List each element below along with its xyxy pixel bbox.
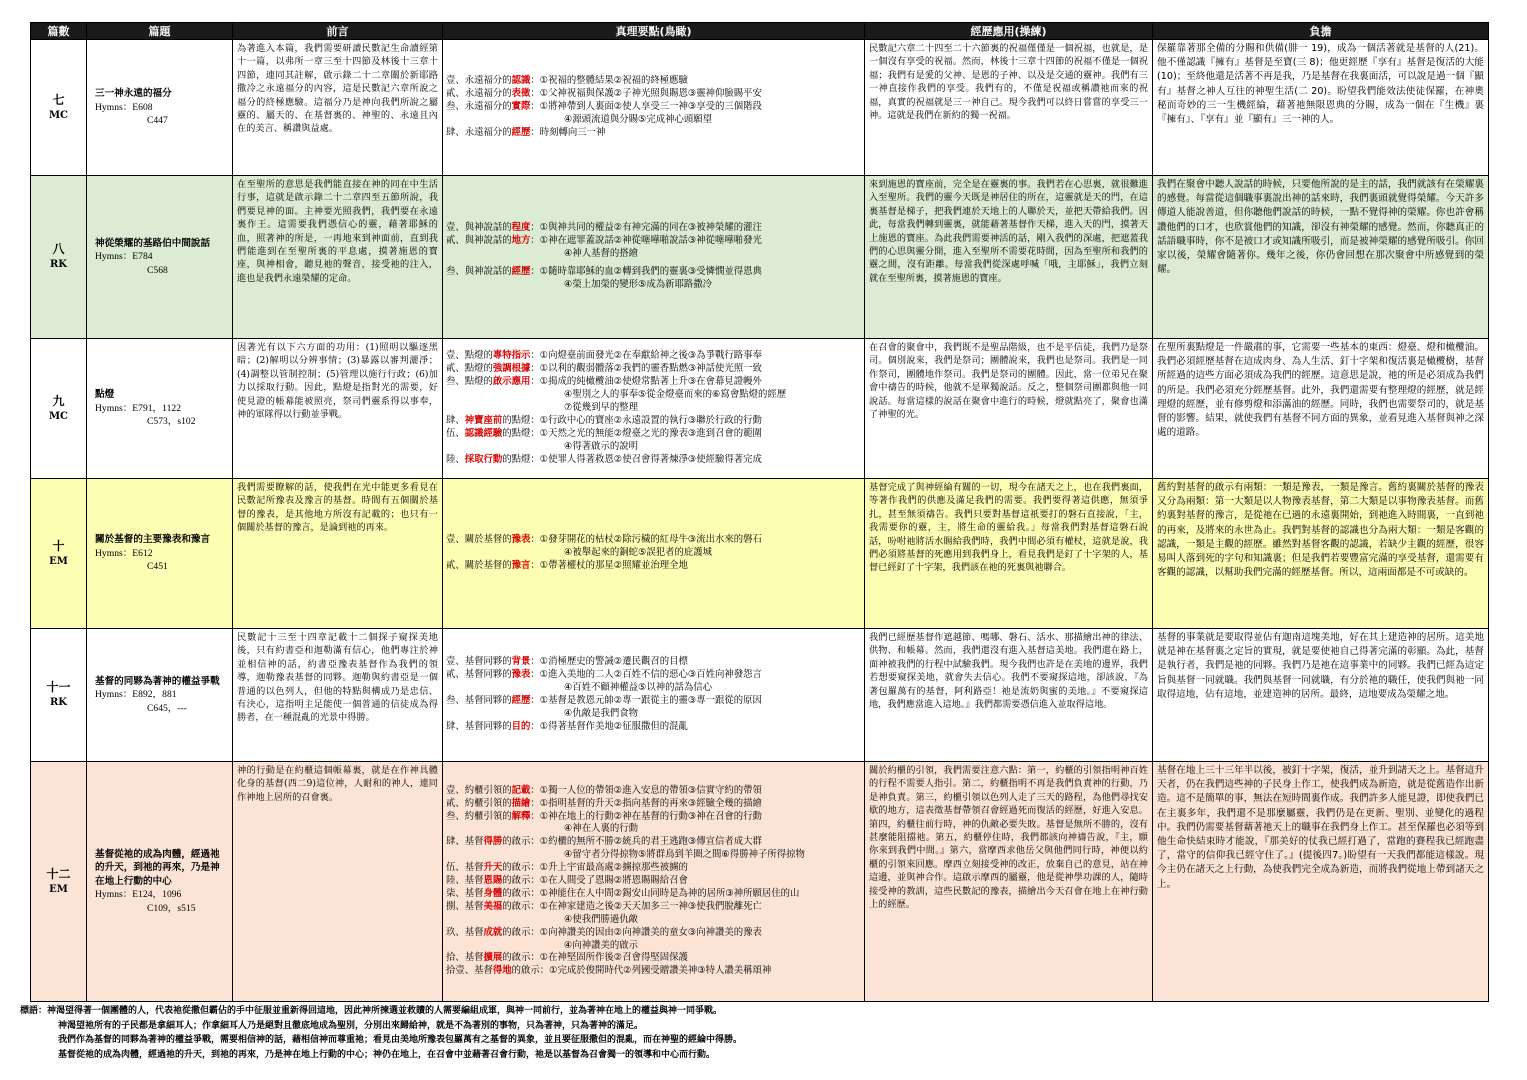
chapter-title-cell — [87, 479, 233, 629]
preface-cell: 民數記十三至十四章記載十二個探子窺探美地後，只有約書亞和迦勒滿有信心，他們專注於神並相信神的話，約書亞豫表基督作為我們的領導，迦勒豫表基督的同夥。迦勒與約書亞是一個普通的以色列人，但他的特點與構成乃是忠信、有決心，這指明主足能使一個普通的信徒成為得勝者，在一種混亂的光景中得勝。 — [233, 629, 443, 762]
outline-row — [31, 762, 1489, 1002]
truth-point-prefix: 貳、基督同夥的 — [446, 669, 512, 681]
truth-point-keyword: 記載 — [511, 784, 531, 796]
truth-point-prefix: 肆、 — [446, 414, 465, 426]
truth-point — [446, 235, 861, 248]
chapter-title: 基督從祂的成為肉體，經過祂的升天，到祂的再來，乃是神在地上行動的中心 — [95, 848, 220, 887]
truth-point-text: 的啟示：①向神讚美的因由②向神讚美的童女③向神讚美的豫表 — [502, 926, 762, 938]
truth-points-cell — [443, 479, 865, 629]
truth-point-keyword: 強調根據 — [492, 363, 531, 375]
header-burden: 負擔 — [1153, 23, 1489, 40]
truth-point — [446, 560, 861, 573]
truth-point-keyword: 美福 — [483, 900, 503, 912]
truth-point-keyword: 身體 — [483, 887, 503, 899]
chapter-title-cell — [87, 176, 233, 339]
hymn-chinese: C451 — [147, 561, 168, 573]
experience-cell: 民數記六章二十四至二十六節裏的祝福僅僅是一個祝福，也就是，是一個沒有享受的祝福。然而，林後十三章十四節的祝福不僅是一個祝福；我們有是愛的父神、是恩的子神、以及是交通的靈神。我們有三一神直接作我們的享受。我們有的，不僅是祝福或稱讚祂而來的祝福，真實的祝福就是三一神自己。現今我們可以終日嘗嘗的享受三一神。這就是我們在新約的獨一祝福。 — [865, 40, 1153, 176]
truth-point-keyword: 實際 — [511, 101, 531, 113]
hymn-english: Hymns：E784 — [95, 251, 153, 263]
truth-point — [446, 656, 861, 669]
hymn-english: Hymns：E124，1096 — [95, 889, 182, 901]
truth-point — [446, 428, 861, 441]
truth-point — [446, 376, 861, 389]
truth-point-keyword: 地方 — [511, 234, 531, 246]
truth-point-continuation: ④神人基督的搭繪 — [564, 247, 639, 259]
truth-point — [446, 415, 861, 428]
truth-point-prefix: 叁、點燈的 — [446, 376, 493, 388]
chapter-code: MC — [48, 410, 69, 422]
truth-point — [446, 75, 861, 88]
truth-point-keyword: 解釋 — [511, 810, 531, 822]
truth-point-continuation: ④榮上加榮的變形⑤成為新耶路撒冷 — [564, 279, 713, 291]
truth-point-keyword: 升天 — [483, 862, 503, 874]
truth-point-text: ：①進入美地的二人②百姓不信的惡心③百姓向神發怨言 — [530, 669, 762, 681]
truth-point-keyword: 恩賜 — [483, 875, 503, 887]
truth-point — [446, 363, 861, 376]
truth-points-cell — [443, 629, 865, 762]
footer-line: 神渴望祂所有的子民都是拿細耳人；作拿細耳人乃是絕對且徹底地成為聖別，分別出來歸給神，就是不為著別的事物，只為著神，只為著神的滿足。 — [58, 1020, 644, 1031]
truth-point — [446, 127, 861, 140]
truth-point-prefix: 壹、永遠福分的 — [446, 75, 512, 87]
truth-point-continuation: ④源頭流道與分賜⑤完成神心頭願望 — [564, 113, 713, 125]
truth-point — [446, 811, 861, 824]
truth-point-keyword: 描繪 — [511, 797, 531, 809]
truth-point-text: ：①將神帶到人裏面②使人享受三一神③享受的三個階段 — [530, 101, 762, 113]
header-preface: 前言 — [233, 23, 443, 40]
truth-point — [446, 669, 861, 682]
truth-point-text: 的點燈：①行政中心的寶座②永遠設置的執行③聯於行政的行動 — [502, 414, 762, 426]
preface-cell: 我們需要瞭解的話，使我們在光中能更多看見在民數記所豫表及豫言的基督。時間有五個關於基督的豫表，是其他地方所沒有記載的；也只有一個關於基督的豫言，是論到祂的再來。 — [233, 479, 443, 629]
truth-point-keyword: 得勝 — [483, 836, 503, 848]
chapter-title-cell — [87, 762, 233, 1002]
truth-point — [446, 952, 861, 965]
chapter-number: 九 — [52, 393, 65, 408]
hymn-chinese: C645，--- — [147, 702, 187, 714]
truth-point — [446, 901, 861, 914]
truth-point-prefix: 柒、基督 — [446, 887, 484, 899]
hymn-chinese: C573，s102 — [147, 416, 196, 428]
truth-point-text: ：①神在地上的行動②神在基督的行動③神在召會的行動 — [530, 810, 762, 822]
truth-point-text: ：①揭成的純橄欖油②使燈常點著上升③在會幕見證幔外 — [530, 376, 762, 388]
truth-point — [446, 875, 861, 888]
burden-cell: 基督的事業就是要取得並佔有迦南這塊美地，好在其上建造神的居所。這美地就是神在基督裏之定旨的實現，就是要使祂自己得著完滿的彰顯。為此，基督是執行者，我們是祂的同夥。我們乃是祂在這事業中的同夥。我們已經為這定旨與基督一同就職。我們與基督一同就職，有分於祂的職任，使我們與祂一同取得這地，佔有這地，並建造神的居所。最終，這地要成為榮耀之地。 — [1153, 629, 1489, 762]
truth-point-prefix: 肆、基督 — [446, 836, 484, 848]
chapter-number: 八 — [52, 242, 65, 256]
chapter-number: 十 — [52, 538, 65, 553]
truth-point-text: ：①指明基督的升天②指向基督的再來③經驗全幾的描繪 — [530, 797, 762, 809]
truth-points-cell — [443, 339, 865, 479]
truth-point-prefix: 捌、基督 — [446, 900, 484, 912]
header-title: 篇題 — [87, 23, 233, 40]
truth-point — [446, 965, 861, 978]
truth-point-text: ：①向燈臺前面發光②在奉獻給神之後③為爭戰行路事奉 — [530, 350, 762, 362]
burden-cell: 我們在聚會中聽人說話的時候，只要他所說的是主的話，我們就該有在榮耀裏的感覺。每當從這個職事裏說出神的話來時，我們裏頭就覺得榮耀。今天許多傳道人能說善道，但你聽他們說話的時候，一點不覺得神的榮耀。你也許會稱讚他們的口才，也欣賞他們的知識，卻沒有神榮耀的感覺。然而，你聽真正的話語職事時，你不是被口才或知識所吸引，而是被神榮耀的感覺所吸引。你回家以後，榮耀會隨著你。幾年之後，你仍會回想在那次聚會中所感覺到的榮耀。 — [1153, 176, 1489, 339]
truth-point-prefix: 伍、 — [446, 427, 465, 439]
outline-table — [30, 22, 1489, 1002]
chapter-code: EM — [49, 555, 68, 567]
outline-row — [31, 40, 1489, 176]
truth-points-cell — [443, 176, 865, 339]
chapter-code: EM — [49, 883, 68, 895]
preface-cell: 因著光有以下六方面的功用：(1)照明以驅逐黑暗；(2)解明以分辨事情；(3)暴露以審判灑淨；(4)調整以管制控制；(5)管理以施行行政；(6)加力以採取行動。因此，點燈是指對光的需要，好使見證的帳幕能被照亮，祭司們靈系得以事奉，神的軍隊得以行動並爭戰。 — [233, 339, 443, 479]
header-number: 篇數 — [31, 23, 87, 40]
truth-point-continuation: ④聖別之人的事奉⑤從金燈臺而來的⑥寫會點燈的經歷 — [564, 389, 787, 401]
chapter-code: RK — [49, 259, 67, 270]
hymn-english: Hymns：E791，1122 — [95, 402, 181, 414]
truth-point-keyword: 經歷 — [511, 266, 531, 278]
experience-cell: 關於約櫃的引領，我們需要注意六點：第一，約櫃的引領指明神百姓的行程不需要人指引。第二，約櫃指明不再是我們負責神的行動，乃是神負責。第三，約櫃引領以色列人走了三天的路程，為他們尋找安歇的地方，這表徵基督帶領召會經過死而復活的經歷，好進入安息。第四，約櫃往前行時，神的仇敵必要失敗。基督是無所不勝的，沒有甚麼能阻擋祂。第五，約櫃停住時，我們都該向神禱告說，『主，願你來到我們中間。』第六，當摩西求他岳父與他們同行時，神便以約櫃的引領來回應。摩西立刻接受神的改正，放棄自己的意見，站在神這邊，並與神合作。這啟示摩西的屬靈，他是從神學功課的人，隨時接受神的教訓，這些民數記的豫表，描繪出今天召會在地上在神行動上的經歷。 — [865, 762, 1153, 1002]
truth-point — [446, 862, 861, 875]
truth-point-text: 的點燈：①使罪人得著救恩②使召會得著煉淨③使經驗得著完成 — [502, 453, 762, 465]
truth-point-prefix: 壹、點燈的 — [446, 350, 493, 362]
truth-point-text: ：①父神祝福與保護②子神光照與賜恩③靈神仰臉賜平安 — [530, 88, 762, 100]
truth-point-prefix: 叁、永遠福分的 — [446, 101, 512, 113]
truth-point-continuation: ④神在人裏的行動 — [564, 823, 639, 835]
chapter-title: 點燈 — [95, 389, 115, 401]
outline-row — [31, 176, 1489, 339]
truth-point — [446, 88, 861, 101]
truth-point-text: ：時刻轉向三一神 — [530, 126, 606, 138]
chapter-number: 十一 — [46, 680, 71, 694]
truth-point — [446, 222, 861, 235]
truth-point-text: 的啟示：①升上宇宙最高處②擄掠那些被擄的 — [502, 862, 688, 874]
truth-point-text: ：①祝福的整體結果②祝福的終極應驗 — [530, 75, 688, 87]
truth-point-keyword: 認識經驗 — [464, 427, 503, 439]
footer-line: 基督從祂的成為肉體，經過祂的升天，到祂的再來，乃是神在地上行動的中心；神仍在地上，在召會中並藉著召會行動，祂是以基督為召會獨一的領導和中心而行動。 — [58, 1049, 716, 1060]
footer-line: 我們作為基督的同夥為著神的權益爭戰，需要相信神的話，藉相信神而尊重祂；看見由美地所豫表包羅萬有之基督的異象，並且要征服撒但的混亂，而在神聖的經綸中得勝。 — [58, 1035, 743, 1045]
truth-point — [446, 721, 861, 734]
truth-point — [446, 695, 861, 708]
truth-point-prefix: 拾、基督 — [446, 952, 484, 964]
truth-point-prefix: 貳、關於基督的 — [446, 559, 512, 571]
truth-point-continuation: ④百姓不顧神權益⑤以神的話為信心 — [564, 682, 713, 694]
truth-point — [446, 266, 861, 279]
truth-point-keyword: 豫表 — [511, 534, 531, 546]
chapter-title: 三一神永遠的福分 — [95, 88, 172, 100]
footer-slogans — [20, 1004, 1510, 1062]
truth-point-text: 的啟示：①在神堅固所作後②召會得堅固保護 — [502, 952, 688, 964]
hymn-chinese: C447 — [147, 115, 168, 127]
truth-point-keyword: 擴展 — [483, 952, 503, 964]
hymn-english: Hymns：E892，881 — [95, 689, 177, 701]
truth-point — [446, 785, 861, 798]
chapter-number-cell — [31, 40, 87, 176]
truth-point-prefix: 玖、基督 — [446, 926, 484, 938]
truth-point-keyword: 背景 — [511, 656, 531, 668]
chapter-number-cell — [31, 479, 87, 629]
burden-cell: 基督在地上三十三年半以後，被釘十字架，復活，並升到諸天之上。基督這升天者，仍在我們這些神的子民身上作工，使我們成為新造，就是從舊造作出新造。這不是簡單的事，無法在短時間裏作成。我們許多人能見證，即使我們已在主裏多年，我們還不是那麼屬靈，我們仍是在更新、聖別、並變化的過程中。我們仍需要基督藉著祂天上的職事在我們身上作工。甚至保羅也必須等到他生命快結束時才能說，『那美好的仗我已經打過了，當跑的賽程我已經跑盡了，當守的信仰我已經守住了。』(提後四7。)盼望有一天我們都能這樣說。現今主仍在諸天之上行動，為使我們完全成為新造，而將我們從地上帶到諸天之上。 — [1153, 762, 1489, 1002]
truth-point-keyword: 神寶座前 — [464, 414, 503, 426]
experience-cell: 我們已經歷基督作遮越節、嗎哪、磐石、活水、那描繪出神的律法、供物、和帳幕。然而，我們還沒有進入基督這美地。我們還在路上，面神被我們的行程中試驗我們。現今我們也許是在美地的邊界，我們若想要窺探美地，就會失去信心。我們不要窺探這地，卻該說，『為著包羅萬有的基督，阿利路亞！祂是流奶與蜜的美地。』不要窺探這地，我們應當進入這地。』我們都需要憑信進入並取得這地。 — [865, 629, 1153, 762]
truth-point-text: 的啟示：①完成於俊開時代②列國受贈讚美神③特人讚美稱頌神 — [511, 965, 772, 977]
truth-point-keyword: 表徵 — [511, 88, 531, 100]
chapter-number-cell — [31, 629, 87, 762]
footer-line — [20, 1004, 1510, 1019]
chapter-title-cell — [87, 629, 233, 762]
truth-point-text: ：①消極歷史的警誡②遷民觀召的目標 — [530, 656, 688, 668]
truth-point-prefix: 壹、基督同夥的 — [446, 656, 512, 668]
truth-points-cell — [443, 40, 865, 176]
truth-point — [446, 454, 861, 467]
truth-point-prefix: 貳、與神說話的 — [446, 234, 512, 246]
truth-point-prefix: 貳、約櫃引領的 — [446, 797, 512, 809]
chapter-code: RK — [49, 697, 67, 708]
truth-point-prefix: 貳、永遠福分的 — [446, 88, 512, 100]
preface-cell: 為著進入本篇，我們需要研讀民數記生命讀經第十一篇，以弗所一章三至十四節及林後十三章十四節，連同其註解，啟示錄二十二章關於新耶路撒冷之永遠福分的內容，這是民數記六章所說之福分的終極應驗。這福分乃是神向我們所說之屬靈的、屬天的、在基督裏的、神聖的、永遠且內在的美言、稱讚與益處。 — [233, 40, 443, 176]
footer-slogan: 神渴望得著一個團體的人，代表祂從撒但霸佔的手中征服並重新得回這地，因此神所揀選並救贖的人需要編組成軍，與神一同前行，並為著神在地上的權益與神一同爭戰。 — [47, 1006, 723, 1016]
truth-point-keyword: 得地 — [492, 965, 512, 977]
hymn-english: Hymns：E612 — [95, 547, 153, 559]
burden-cell: 舊約對基督的啟示有兩類：一類是豫表，一類是豫言。舊約裏關於基督的豫表又分為兩類：第一大類是以人物豫表基督，第二大類是以事物豫表基督。而舊約裏對基督的豫言，是從祂在已過的永遠裏開始，到祂進入時間裏，一直到祂的再來，及將來的永世為止。我們對基督的認識也分為兩大類：一類是客觀的認識，一類是主觀的經歷。雖然對基督客觀的認識，若缺少主觀的經歷，很容易叫人落到死的字句和知識裏；但是我們若要豐富完滿的享受基督，還需要有客觀的認識，以幫助我們完滿的經歷基督。所以，這兩面都是不可或缺的。 — [1153, 479, 1489, 629]
truth-points-cell — [443, 762, 865, 1002]
outline-row — [31, 479, 1489, 629]
truth-point — [446, 888, 861, 901]
truth-point-prefix: 陸、 — [446, 453, 465, 465]
truth-point-prefix: 叁、約櫃引領的 — [446, 810, 512, 822]
header-experience: 經歷應用(操練) — [865, 23, 1153, 40]
truth-point — [446, 927, 861, 940]
truth-point-keyword: 認識 — [511, 75, 531, 87]
truth-point-text: 的啟示：①在神家建造之後②天天加多三一神③使我們脫離死亡 — [502, 900, 762, 912]
header-row — [31, 23, 1489, 40]
truth-point-text: ：①以利的觀弱體落②我們的靈香點燃③神話使光照一致 — [530, 363, 762, 375]
chapter-title: 神從榮耀的基路伯中間說話 — [95, 237, 211, 249]
truth-point — [446, 836, 861, 849]
truth-point-prefix: 伍、基督 — [446, 862, 484, 874]
truth-point-continuation: ⑦從幾到早的整理 — [564, 402, 639, 414]
truth-point-text: ：①基督是教恩元帥②專一跟從主的靈③專一跟從的原因 — [530, 695, 762, 706]
truth-point — [446, 350, 861, 363]
truth-point-prefix: 拾壹、基督 — [446, 965, 493, 977]
outline-row — [31, 339, 1489, 479]
truth-point-text: 的啟示：①約櫃的無所不勝②統兵的君王逃跑③傳宣信者成大群 — [502, 836, 762, 848]
chapter-number-cell — [31, 176, 87, 339]
truth-point-keyword: 經歷 — [511, 695, 531, 706]
truth-point-keyword: 目的 — [511, 720, 531, 732]
truth-point-text: 的啟示：①在人間受了恩賜②將恩賜賜給召會 — [502, 875, 688, 887]
truth-point-text: ：①得著基督作美地②征服撒但的混亂 — [530, 720, 688, 732]
chapter-number-cell — [31, 762, 87, 1002]
truth-point-prefix: 肆、基督同夥的 — [446, 720, 512, 732]
truth-point-keyword: 豫言 — [511, 559, 531, 571]
chapter-number-cell — [31, 339, 87, 479]
truth-point — [446, 534, 861, 547]
truth-point-continuation: ④被舉起來的銅蛇⑤誤犯者的庇護城 — [564, 547, 713, 559]
truth-point-prefix: 壹、關於基督的 — [446, 534, 512, 546]
truth-point-continuation: ④向神讚美的啟示 — [564, 939, 639, 951]
truth-point-keyword: 經歷 — [511, 126, 531, 138]
truth-point-keyword: 專特指示 — [492, 350, 531, 362]
truth-point-prefix: 叁、基督同夥的 — [446, 695, 512, 706]
truth-point-continuation: ④使我們勝過仇敵 — [564, 913, 639, 925]
truth-point-text: ：①與神共同的權益②有神完滿的同在③被神榮耀的灌注 — [530, 221, 762, 233]
truth-point-prefix: 叁、與神說話的 — [446, 266, 512, 278]
header-truth-points: 真理要點(鳥瞰) — [443, 23, 865, 40]
truth-point-prefix: 壹、與神說話的 — [446, 221, 512, 233]
hymn-chinese: C568 — [147, 264, 168, 276]
chapter-title-cell — [87, 339, 233, 479]
truth-point-continuation: ④留守者分得掠物⑤將群鳥到羊圈之間⑥得勝神子所得掠物 — [564, 849, 805, 861]
truth-point-keyword: 啟示應用 — [492, 376, 531, 388]
truth-point-text: ：①獨一人位的帶領②進入安息的帶領③信實守約的帶領 — [530, 784, 762, 796]
truth-point-prefix: 壹、約櫃引領的 — [446, 784, 512, 796]
preface-cell: 神的行動是在約櫃這個帳幕裏，就是在作神具體化身的基督(西二9)這位神，人耐和的神人，連同作神地上居所的召會裏。 — [233, 762, 443, 1002]
footer-label: 標語： — [20, 1006, 48, 1016]
chapter-number: 七 — [52, 92, 65, 107]
chapter-title-cell — [87, 40, 233, 176]
truth-point-text: 的點燈：①天然之光的無能②燈臺之光的豫表③進到召會的範圍 — [502, 427, 762, 439]
burden-cell: 保羅靠著那全備的分賜和供備(腓一 19)，成為一個活著就是基督的人(21)。他不僅認識『擁有』基督是至寶(三 8)；他更經歷『享有』基督是復活的大能(10)；至終他還是活著不再是我，乃是基督在我裏面活，可以說是過一個『顯有』基督之神人互往的神聖生活(二 20)。盼望我們能效法使徒保羅，在神奧秘而奇妙的三一生機經綸，藉著祂無限恩典的分賜，成為一個在『生機』裏『擁有』、『享有』並『顯有』三一神的人。 — [1153, 40, 1489, 176]
truth-point-continuation: ④仇敵是我們食物 — [564, 707, 639, 719]
outline-sheet — [30, 22, 1488, 1002]
hymn-english: Hymns：E608 — [95, 101, 153, 113]
truth-point-keyword: 豫表 — [511, 669, 531, 681]
experience-cell: 在召會的聚會中，我們既不是聖品階級，也不是平信徒，我們乃是祭司。個別說來，我們是祭司；團體說來，我們也是祭司。我們是一同作祭司，團體地作祭司。我們是祭司的團體。因此，當一位弟兄在聚會中禱告的時候，他就不是單獨說話。反之，整個祭司團都與他一同說話。每當這樣的說話在聚會中進行的時候，燈就點亮了，聚會也滿了神聖的光。 — [865, 339, 1153, 479]
truth-point-text: ：①隨時靠耶穌的血②轉到我們的靈裏③受憐憫並得恩典 — [530, 266, 762, 278]
outline-row — [31, 629, 1489, 762]
truth-point-keyword: 程度 — [511, 221, 531, 233]
truth-point-prefix: 肆、永遠福分的 — [446, 126, 512, 138]
truth-point-continuation: ④得著啟示的說明 — [564, 440, 639, 452]
truth-point-keyword: 成就 — [483, 926, 503, 938]
truth-point — [446, 101, 861, 114]
truth-point-text: 的啟示：①神能住在人中間②錫安山同時是為神的居所③神所願居住的山 — [502, 887, 800, 899]
truth-point-text: ：①發芽開花的枯杖②除污穢的紅母牛③流出水來的磐石 — [530, 534, 762, 546]
experience-cell: 基督完成了與神經綸有關的一切，現今在諸天之上，也在我們裏面，等著作我們的供應及滿足我們的需要。我們要得著這供應，無須爭扎，甚至無須禱告。我們只要對基督這祇要打的磐石直接說，「主，我需要你的靈，主，將生命的靈給我。」每當我們對基督這磐石說話，吩咐祂將活水賜給我們時，我們中間必須有權杖，這就是說，我們必須將基督的死應用到我們身上，看見我們是釘了十字架的人，基督已經釘了十字架，我們該在祂的死裏與祂聯合。 — [865, 479, 1153, 629]
burden-cell: 在聖所裏點燈是一件嚴肅的事，它需要一些基本的東西：燈臺、燈和橄欖油。我們必須經歷基督在這成肉身、為人生活、釘十字架和復活裏是橄欖樹，基督所經過的這些方面必須成為我們的經歷。這意思是說，祂的所是必須成為我們的所是。我們必須充分經歷基督。此外，我們還需要有整理燈的經歷，就是經理燈的經歷，並有修剪燈和添滿油的經歷。同時，我們也需要祭司的，就是基督的影響。結果，就使我們有基督不同方面的異象，並看見進入基督與神之深處的道路。 — [1153, 339, 1489, 479]
hymn-chinese: C109，s515 — [147, 902, 196, 914]
truth-point-prefix: 貳、點燈的 — [446, 363, 493, 375]
truth-point-keyword: 採取行動 — [464, 453, 503, 465]
chapter-number: 十二 — [46, 866, 71, 881]
chapter-title: 關於基督的主要豫表和豫言 — [95, 534, 211, 546]
preface-cell: 在至聖所的意思是我們能直接在神的同在中生活行事，這就是啟示錄二十二章四至五節所說，我們要見神的面。主神要光照我們，我們要在永遠裏作王。這需要我們憑信心的靈，藉著耶穌的血，照著神的所是，一再地來到神面前，直到我們能進到在至聖所裏的平息處，摸著施恩的寶座，與神相會，聽見祂的聲音，接受祂的注入，進也是我們永遠榮耀的定命。 — [233, 176, 443, 339]
chapter-code: MC — [48, 109, 69, 121]
truth-point-prefix: 陸、基督 — [446, 875, 484, 887]
experience-cell: 來到施恩的寶座前，完全是在靈裏的事。我們若在心思裏，就很難進入至聖所。我們的靈今天既是神居住的所在，這靈就是天的門，在這裏基督是梯子，把我們連於天地上的人聯於天，並把天帶給我們。因此，每當我們轉到靈裏，就能藉著基督作天梯，進入天的門，摸著天上施恩的寶座。為此我們需要神活的話，剛入我們的深處，把遮蓋我們的心思與靈分開，進入至聖所不需要花時間，因為至聖所和我們的靈之間，沒有距離。每當我們從深處呼喊「哦，主耶穌」，我們立刻就在至聖所裏，摸著施恩的寶座。 — [865, 176, 1153, 339]
truth-point-text: ：①帶著權杖的那星②照耀並治理全地 — [530, 559, 688, 571]
truth-point-text: ：①神在遮罪蓋說話②神從噻嘩啪說話③神從噻嘩啪發光 — [530, 234, 762, 246]
truth-point — [446, 798, 861, 811]
chapter-title: 基督的同夥為著神的權益爭戰 — [95, 675, 220, 687]
